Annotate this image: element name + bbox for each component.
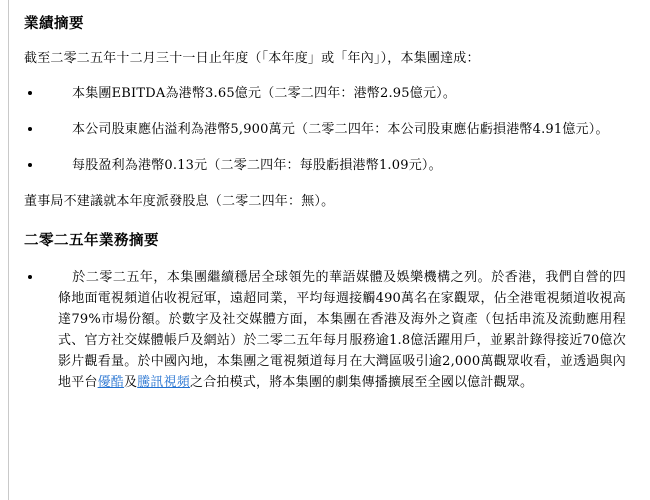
list-item xyxy=(24,83,626,104)
bullet-dot-icon xyxy=(28,275,32,279)
results-summary-intro: 截至二零二五年十二月三十一日止年度（「本年度」或「年內」），本集團達成： xyxy=(24,51,480,67)
dividend-statement: 董事局不建議就本年度派發股息（二零二四年：無）。 xyxy=(24,194,335,210)
list-item-text: 本公司股東應佔溢利為港幣5,900萬元（二零二四年：本公司股東應佔虧損港幣4.91億元）。 xyxy=(72,122,609,138)
list-item-text-part1: 於二零二五年，本集團繼續穩居全球領先的華語媒體及娛樂機構之列。於香港，我們自營的四條地面電視頻道佔收視冠軍，遠超同業，平均每週接觸490萬名在家觀眾，佔全港電視頻道收視高達79%市場份額。於數字及社交媒體方面，本集團在香港及海外之資產（包括串流及流動應用程式、官方社交媒體帳戶及網站）於二零二五年每月服務逾1.8億活躍用戶，並累計錄得接近70億次影片觀看量。於中國內地，本集團之電視頻道每月在大灣區吸引逾2,000萬觀眾收看，並透過與內地平台 xyxy=(58,269,626,391)
business-summary-bullet-list xyxy=(24,267,626,393)
list-item-text-conjunction: 及 xyxy=(124,375,138,391)
link-tencent-video[interactable]: 騰訊視頻 xyxy=(137,375,191,391)
list-item xyxy=(24,267,626,393)
section-heading-results-summary: 業績摘要 xyxy=(24,15,84,32)
section-heading-business-summary: 二零二五年業務摘要 xyxy=(24,231,159,249)
list-item-text: 每股盈利為港幣0.13元（二零二四年：每股虧損港幣1.09元）。 xyxy=(72,158,442,174)
results-summary-bullet-list xyxy=(24,83,626,176)
list-item-text: 本集團EBITDA為港幣3.65億元（二零二四年：港幣2.95億元）。 xyxy=(72,86,457,102)
list-item-text-part2: 之合拍模式，將本集團的劇集傳播擴展至全國以億計觀眾。 xyxy=(190,375,534,391)
list-item xyxy=(24,155,626,176)
bullet-dot-icon xyxy=(28,91,32,95)
bullet-dot-icon xyxy=(28,163,32,167)
list-item xyxy=(24,119,626,140)
page-left-rule xyxy=(8,0,9,500)
bullet-dot-icon xyxy=(28,127,32,131)
link-youku[interactable]: 優酷 xyxy=(97,375,125,391)
